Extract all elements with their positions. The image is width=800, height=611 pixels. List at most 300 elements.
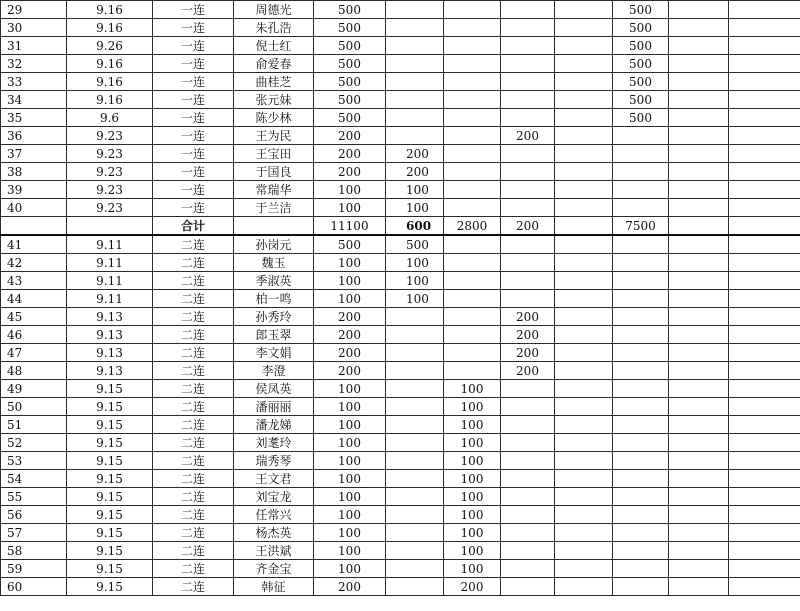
table-row: [1, 235, 800, 254]
company-cell: 二连: [153, 488, 234, 506]
amount-total-cell: 100: [314, 416, 386, 434]
company-cell: 二连: [153, 235, 234, 254]
amount-col5-cell: [555, 560, 613, 578]
amount-col7-cell: [669, 181, 729, 199]
amount-col4-cell: [501, 380, 555, 398]
amount-col7-cell: [669, 109, 729, 127]
amount-total-cell: 100: [314, 560, 386, 578]
amount-col8-cell: [729, 254, 800, 272]
amount-col5-cell: [555, 362, 613, 380]
serial-number-cell: 33: [1, 73, 67, 91]
amount-col5-cell: [555, 542, 613, 560]
table-row: [1, 272, 800, 290]
serial-number-cell: 32: [1, 55, 67, 73]
amount-col8-cell: [729, 470, 800, 488]
amount-col4-cell: [501, 578, 555, 596]
amount-col8-cell: [729, 272, 800, 290]
serial-number-cell: 29: [1, 1, 67, 19]
amount-col5-cell: [555, 91, 613, 109]
amount-col8-cell: [729, 145, 800, 163]
amount-col4-cell: [501, 524, 555, 542]
company-cell: 二连: [153, 398, 234, 416]
amount-col6-cell: [613, 470, 669, 488]
person-name-cell: 瑞秀琴: [234, 452, 314, 470]
amount-col8-cell: [729, 163, 800, 181]
amount-total-cell: 200: [314, 163, 386, 181]
company-cell: 一连: [153, 1, 234, 19]
amount-col6-cell: [613, 290, 669, 308]
amount-col3-cell: [444, 308, 501, 326]
amount-total-cell: 11100: [314, 217, 386, 236]
amount-col3-cell: [444, 73, 501, 91]
amount-col6-cell: 500: [613, 55, 669, 73]
serial-number-cell: 42: [1, 254, 67, 272]
amount-col4-cell: [501, 254, 555, 272]
amount-col5-cell: [555, 109, 613, 127]
amount-col5-cell: [555, 199, 613, 217]
amount-col6-cell: [613, 163, 669, 181]
amount-col8-cell: [729, 506, 800, 524]
person-name-cell: 王为民: [234, 127, 314, 145]
date-cell: 9.15: [67, 416, 153, 434]
amount-col4-cell: [501, 434, 555, 452]
date-cell: 9.23: [67, 163, 153, 181]
amount-col8-cell: [729, 19, 800, 37]
person-name-cell: 李澄: [234, 362, 314, 380]
amount-col2-cell: [386, 380, 444, 398]
amount-col7-cell: [669, 308, 729, 326]
amount-col6-cell: [613, 199, 669, 217]
amount-col7-cell: [669, 326, 729, 344]
amount-col3-cell: 100: [444, 506, 501, 524]
serial-number-cell: 57: [1, 524, 67, 542]
amount-col7-cell: [669, 145, 729, 163]
date-cell: 9.15: [67, 524, 153, 542]
amount-total-cell: 200: [314, 326, 386, 344]
amount-col8-cell: [729, 434, 800, 452]
amount-col2-cell: 100: [386, 254, 444, 272]
amount-col4-cell: [501, 235, 555, 254]
amount-col5-cell: [555, 272, 613, 290]
person-name-cell: 周德光: [234, 1, 314, 19]
amount-col5-cell: [555, 37, 613, 55]
amount-col4-cell: [501, 109, 555, 127]
amount-col5-cell: [555, 1, 613, 19]
amount-col6-cell: [613, 560, 669, 578]
amount-col2-cell: [386, 362, 444, 380]
serial-number-cell: 43: [1, 272, 67, 290]
amount-total-cell: 100: [314, 524, 386, 542]
amount-col3-cell: 100: [444, 416, 501, 434]
table-row: [1, 73, 800, 91]
person-name-cell: 于兰洁: [234, 199, 314, 217]
amount-col3-cell: 100: [444, 560, 501, 578]
company-cell: 一连: [153, 145, 234, 163]
date-cell: 9.16: [67, 1, 153, 19]
company-cell: 一连: [153, 73, 234, 91]
amount-col5-cell: [555, 470, 613, 488]
amount-col5-cell: [555, 55, 613, 73]
amount-col2-cell: 100: [386, 199, 444, 217]
amount-col3-cell: [444, 344, 501, 362]
amount-col6-cell: [613, 488, 669, 506]
table-row: [1, 398, 800, 416]
amount-col3-cell: [444, 362, 501, 380]
amount-total-cell: 100: [314, 181, 386, 199]
amount-col6-cell: 500: [613, 19, 669, 37]
person-name-cell: 潘丽丽: [234, 398, 314, 416]
serial-number-cell: 56: [1, 506, 67, 524]
date-cell: 9.11: [67, 254, 153, 272]
amount-col4-cell: [501, 145, 555, 163]
amount-col8-cell: [729, 55, 800, 73]
amount-col4-cell: [501, 1, 555, 19]
table-row: [1, 1, 800, 19]
amount-col2-cell: 100: [386, 290, 444, 308]
date-cell: 9.23: [67, 199, 153, 217]
amount-total-cell: 100: [314, 254, 386, 272]
person-name-cell: 王文君: [234, 470, 314, 488]
amount-col8-cell: [729, 560, 800, 578]
amount-col3-cell: 100: [444, 470, 501, 488]
table-row: [1, 109, 800, 127]
table-row: [1, 181, 800, 199]
person-name-cell: 季淑英: [234, 272, 314, 290]
company-cell: 二连: [153, 326, 234, 344]
table-row: [1, 362, 800, 380]
amount-col4-cell: [501, 416, 555, 434]
serial-number-cell: 45: [1, 308, 67, 326]
amount-col6-cell: 500: [613, 91, 669, 109]
person-name-cell: 韩征: [234, 578, 314, 596]
amount-col8-cell: [729, 290, 800, 308]
amount-col5-cell: [555, 235, 613, 254]
amount-col4-cell: 200: [501, 217, 555, 236]
amount-col6-cell: 500: [613, 37, 669, 55]
amount-col7-cell: [669, 163, 729, 181]
amount-col2-cell: [386, 578, 444, 596]
person-name-cell: 杨杰英: [234, 524, 314, 542]
person-name-cell: 柏一鸣: [234, 290, 314, 308]
serial-number-cell: 47: [1, 344, 67, 362]
table-row: [1, 308, 800, 326]
amount-col6-cell: [613, 326, 669, 344]
amount-col2-cell: [386, 398, 444, 416]
amount-col4-cell: [501, 73, 555, 91]
amount-total-cell: 500: [314, 19, 386, 37]
amount-col4-cell: 200: [501, 127, 555, 145]
table-row: [1, 434, 800, 452]
company-cell: 二连: [153, 272, 234, 290]
amount-col7-cell: [669, 398, 729, 416]
amount-total-cell: 100: [314, 506, 386, 524]
company-cell: 二连: [153, 254, 234, 272]
amount-col8-cell: [729, 127, 800, 145]
amount-col7-cell: [669, 91, 729, 109]
date-cell: 9.16: [67, 73, 153, 91]
amount-col6-cell: [613, 398, 669, 416]
serial-number-cell: 34: [1, 91, 67, 109]
amount-col2-cell: [386, 55, 444, 73]
amount-col7-cell: [669, 416, 729, 434]
amount-total-cell: 200: [314, 362, 386, 380]
amount-col7-cell: [669, 19, 729, 37]
amount-col3-cell: 100: [444, 488, 501, 506]
amount-col5-cell: [555, 290, 613, 308]
amount-col7-cell: [669, 380, 729, 398]
amount-col2-cell: 200: [386, 163, 444, 181]
amount-col2-cell: [386, 127, 444, 145]
amount-total-cell: 100: [314, 199, 386, 217]
serial-number-cell: 48: [1, 362, 67, 380]
amount-col7-cell: [669, 272, 729, 290]
amount-col7-cell: [669, 199, 729, 217]
amount-col7-cell: [669, 217, 729, 236]
serial-number-cell: [1, 217, 67, 236]
company-cell: 二连: [153, 380, 234, 398]
amount-col7-cell: [669, 542, 729, 560]
amount-col3-cell: [444, 272, 501, 290]
date-cell: 9.13: [67, 326, 153, 344]
amount-col6-cell: [613, 181, 669, 199]
amount-col4-cell: [501, 488, 555, 506]
amount-col4-cell: [501, 37, 555, 55]
date-cell: 9.15: [67, 452, 153, 470]
amount-col8-cell: [729, 1, 800, 19]
amount-col8-cell: [729, 398, 800, 416]
serial-number-cell: 60: [1, 578, 67, 596]
amount-col5-cell: [555, 416, 613, 434]
table-row: [1, 145, 800, 163]
amount-col5-cell: [555, 254, 613, 272]
amount-total-cell: 200: [314, 127, 386, 145]
amount-col6-cell: [613, 127, 669, 145]
date-cell: 9.15: [67, 398, 153, 416]
amount-col3-cell: [444, 145, 501, 163]
amount-total-cell: 100: [314, 380, 386, 398]
person-name-cell: 孙秀玲: [234, 308, 314, 326]
amount-col6-cell: [613, 578, 669, 596]
person-name-cell: 张元妹: [234, 91, 314, 109]
amount-col5-cell: [555, 434, 613, 452]
amount-col3-cell: [444, 254, 501, 272]
amount-col2-cell: 100: [386, 272, 444, 290]
amount-col6-cell: [613, 416, 669, 434]
amount-total-cell: 100: [314, 272, 386, 290]
table-row: [1, 199, 800, 217]
table-row: [1, 91, 800, 109]
person-name-cell: 潘龙娣: [234, 416, 314, 434]
amount-col8-cell: [729, 380, 800, 398]
table-row: [1, 19, 800, 37]
amount-col6-cell: [613, 235, 669, 254]
date-cell: 9.11: [67, 272, 153, 290]
amount-col2-cell: [386, 91, 444, 109]
serial-number-cell: 51: [1, 416, 67, 434]
date-cell: 9.26: [67, 37, 153, 55]
amount-col3-cell: 100: [444, 452, 501, 470]
serial-number-cell: 54: [1, 470, 67, 488]
amount-col7-cell: [669, 452, 729, 470]
serial-number-cell: 35: [1, 109, 67, 127]
person-name-cell: 王洪斌: [234, 542, 314, 560]
amount-col8-cell: [729, 542, 800, 560]
serial-number-cell: 59: [1, 560, 67, 578]
amount-col3-cell: 100: [444, 398, 501, 416]
table-row: [1, 560, 800, 578]
person-name-cell: 魏玉: [234, 254, 314, 272]
company-cell: 二连: [153, 470, 234, 488]
date-cell: 9.15: [67, 578, 153, 596]
amount-col5-cell: [555, 181, 613, 199]
amount-col3-cell: [444, 1, 501, 19]
person-name-cell: [234, 217, 314, 236]
amount-col6-cell: [613, 524, 669, 542]
date-cell: 9.6: [67, 109, 153, 127]
amount-total-cell: 100: [314, 290, 386, 308]
date-cell: 9.16: [67, 91, 153, 109]
amount-col7-cell: [669, 290, 729, 308]
company-cell: 一连: [153, 199, 234, 217]
date-cell: 9.13: [67, 308, 153, 326]
person-name-cell: 刘耄玲: [234, 434, 314, 452]
amount-col8-cell: [729, 362, 800, 380]
amount-col8-cell: [729, 488, 800, 506]
serial-number-cell: 30: [1, 19, 67, 37]
person-name-cell: 孙岗元: [234, 235, 314, 254]
amount-col8-cell: [729, 452, 800, 470]
amount-col4-cell: 200: [501, 326, 555, 344]
amount-col2-cell: [386, 344, 444, 362]
amount-total-cell: 200: [314, 578, 386, 596]
amount-col4-cell: 200: [501, 362, 555, 380]
amount-col8-cell: [729, 199, 800, 217]
serial-number-cell: 58: [1, 542, 67, 560]
company-cell: 一连: [153, 181, 234, 199]
company-cell: 二连: [153, 524, 234, 542]
amount-total-cell: 500: [314, 1, 386, 19]
amount-col7-cell: [669, 73, 729, 91]
amount-col2-cell: [386, 542, 444, 560]
amount-col4-cell: 200: [501, 344, 555, 362]
amount-col8-cell: [729, 326, 800, 344]
table-row: [1, 344, 800, 362]
amount-col5-cell: [555, 308, 613, 326]
amount-col6-cell: [613, 254, 669, 272]
amount-col3-cell: [444, 55, 501, 73]
amount-total-cell: 100: [314, 398, 386, 416]
person-name-cell: 侯凤英: [234, 380, 314, 398]
person-name-cell: 俞爱春: [234, 55, 314, 73]
date-cell: 9.15: [67, 542, 153, 560]
amount-col4-cell: [501, 470, 555, 488]
serial-number-cell: 36: [1, 127, 67, 145]
amount-col4-cell: [501, 272, 555, 290]
amount-col2-cell: [386, 488, 444, 506]
amount-col8-cell: [729, 73, 800, 91]
amount-col6-cell: [613, 362, 669, 380]
person-name-cell: 王宝田: [234, 145, 314, 163]
amount-col2-cell: [386, 470, 444, 488]
date-cell: 9.23: [67, 127, 153, 145]
date-cell: [67, 217, 153, 236]
amount-col7-cell: [669, 506, 729, 524]
amount-col4-cell: [501, 199, 555, 217]
amount-total-cell: 100: [314, 470, 386, 488]
amount-total-cell: 200: [314, 344, 386, 362]
amount-col7-cell: [669, 488, 729, 506]
amount-col8-cell: [729, 344, 800, 362]
amount-col2-cell: 200: [386, 145, 444, 163]
amount-col3-cell: [444, 163, 501, 181]
person-name-cell: 刘宝龙: [234, 488, 314, 506]
table-row: [1, 55, 800, 73]
amount-col8-cell: [729, 181, 800, 199]
amount-col3-cell: [444, 181, 501, 199]
amount-col3-cell: [444, 290, 501, 308]
date-cell: 9.23: [67, 145, 153, 163]
amount-col6-cell: [613, 344, 669, 362]
amount-col7-cell: [669, 235, 729, 254]
date-cell: 9.15: [67, 560, 153, 578]
amount-col6-cell: [613, 145, 669, 163]
amount-col4-cell: [501, 55, 555, 73]
amount-col5-cell: [555, 398, 613, 416]
amount-total-cell: 100: [314, 542, 386, 560]
amount-col5-cell: [555, 19, 613, 37]
amount-col4-cell: [501, 163, 555, 181]
amount-col5-cell: [555, 127, 613, 145]
amount-total-cell: 100: [314, 434, 386, 452]
amount-col7-cell: [669, 37, 729, 55]
amount-col5-cell: [555, 380, 613, 398]
amount-col4-cell: [501, 452, 555, 470]
table-row: [1, 470, 800, 488]
amount-col4-cell: [501, 181, 555, 199]
serial-number-cell: 55: [1, 488, 67, 506]
amount-col2-cell: [386, 1, 444, 19]
amount-col7-cell: [669, 434, 729, 452]
amount-col7-cell: [669, 362, 729, 380]
amount-col8-cell: [729, 91, 800, 109]
date-cell: 9.15: [67, 470, 153, 488]
company-cell: 一连: [153, 91, 234, 109]
person-name-cell: 郎玉翠: [234, 326, 314, 344]
amount-col3-cell: [444, 199, 501, 217]
amount-col4-cell: [501, 91, 555, 109]
amount-col7-cell: [669, 55, 729, 73]
ledger-body: [1, 1, 800, 596]
amount-col7-cell: [669, 254, 729, 272]
amount-col4-cell: [501, 542, 555, 560]
amount-col2-cell: [386, 37, 444, 55]
serial-number-cell: 39: [1, 181, 67, 199]
date-cell: 9.13: [67, 362, 153, 380]
company-cell: 一连: [153, 109, 234, 127]
serial-number-cell: 40: [1, 199, 67, 217]
amount-col8-cell: [729, 416, 800, 434]
company-cell: 二连: [153, 434, 234, 452]
company-cell: 一连: [153, 37, 234, 55]
amount-col3-cell: [444, 127, 501, 145]
amount-col8-cell: [729, 217, 800, 236]
amount-total-cell: 100: [314, 488, 386, 506]
amount-col2-cell: [386, 452, 444, 470]
serial-number-cell: 41: [1, 235, 67, 254]
amount-col7-cell: [669, 344, 729, 362]
amount-col3-cell: 2800: [444, 217, 501, 236]
date-cell: 9.11: [67, 290, 153, 308]
